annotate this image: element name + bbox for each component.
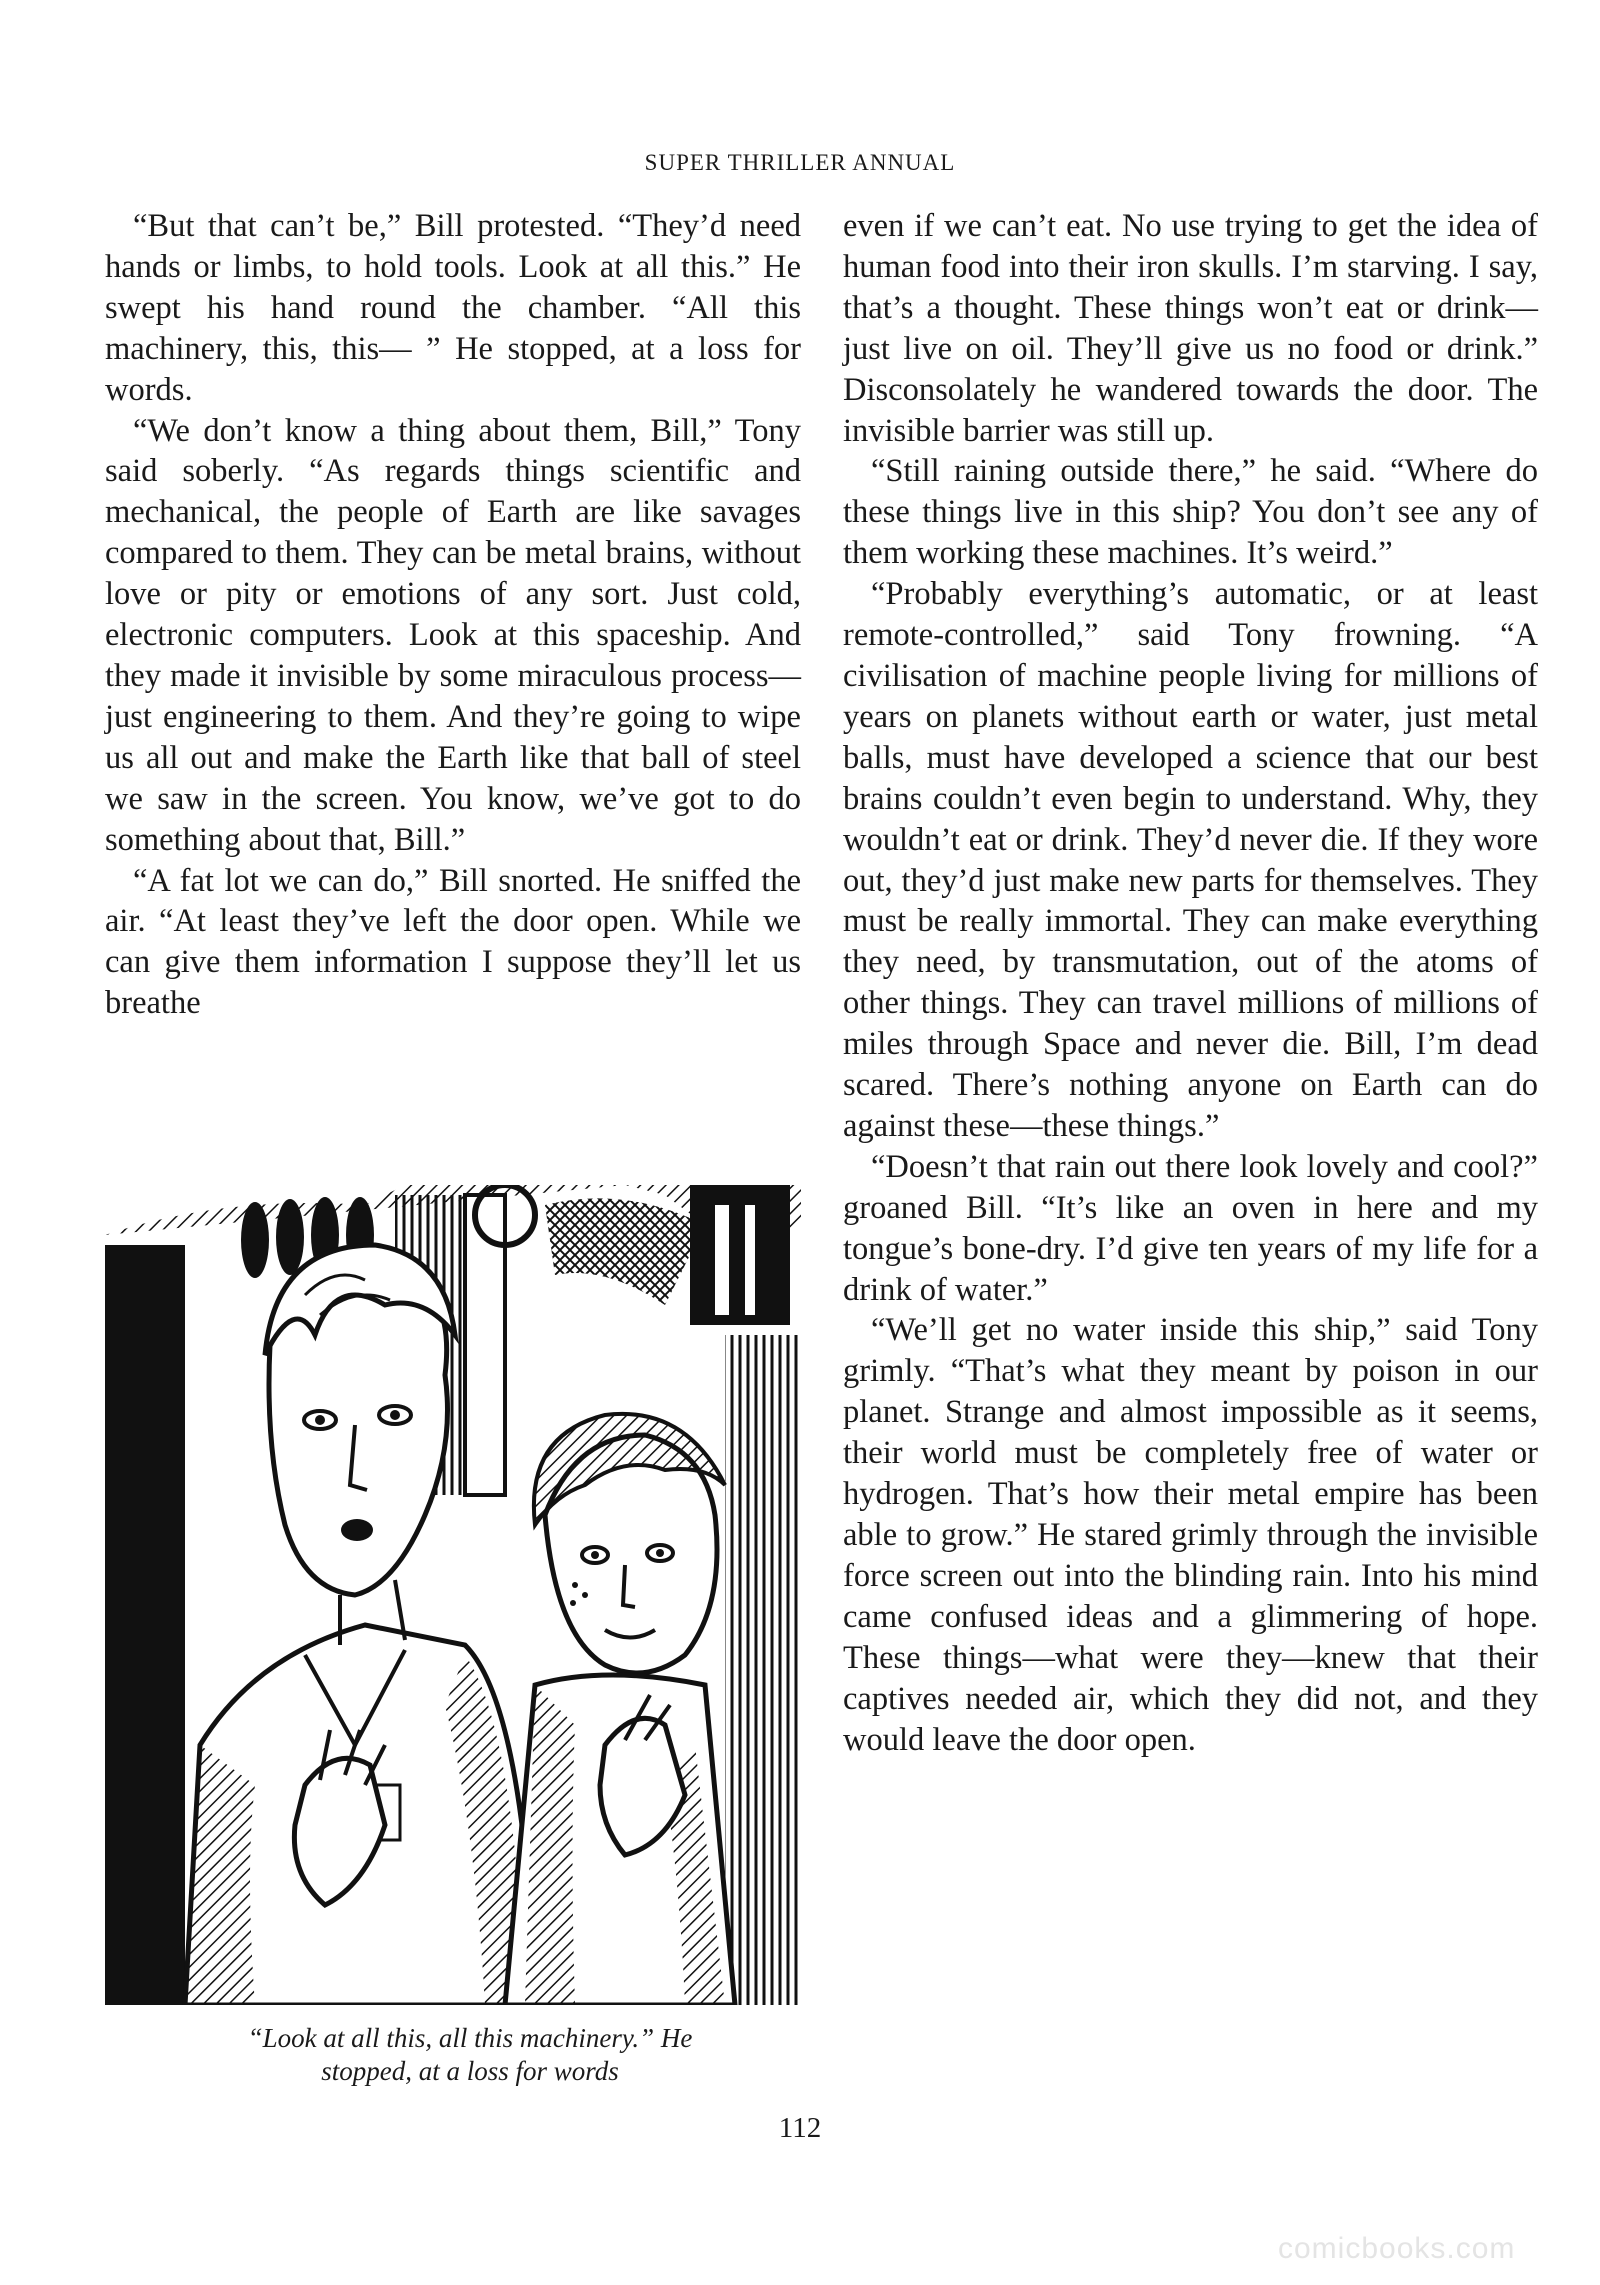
paragraph: “A fat lot we can do,” Bill snorted. He sniffed the air. “At least they’ve left the door open. While we can give them information I suppose they’ll let us breathe: [105, 862, 801, 1022]
page-number: 112: [778, 2112, 822, 2144]
caption-line: “Look at all this, all this machinery.” He: [247, 2023, 693, 2053]
paragraph: “But that can’t be,” Bill protested. “They’d need hands or limbs, to hold tools. Look at all this.” He swept his hand round the chamber. “All this machinery, this, this— ” He stopped, at a loss for words.: [105, 208, 801, 408]
watermark: comicbooks.com: [1278, 2232, 1516, 2265]
right-text-column: [843, 206, 1538, 1760]
running-header: SUPER THRILLER ANNUAL: [644, 150, 956, 175]
left-text-column: [105, 206, 801, 1024]
ink-drawing: [105, 1185, 801, 2005]
paragraph: “Doesn’t that rain out there look lovely and cool?” groaned Bill. “It’s like an oven in here and my tongue’s bone-dry. I’d give ten years of my life for a drink of water.”: [843, 1148, 1538, 1308]
paragraph: “Probably everything’s automatic, or at least remote-controlled,” said Tony frowning. “A civilisation of machine people living for millions of years on planets without earth or water, just metal balls, must have developed a science that our best brains couldn’t even begin to understand. Why, they wouldn’t eat or drink. They’d never die. If they wore out, they’d just make new parts for themselves. They must be really immortal. They can make everything they need, by transmutation, out of the atoms of other things. They can travel millions of millions of miles through Space and never die. Bill, I’m dead scared. There’s nothing anyone on Earth can do against these—these things.”: [843, 576, 1538, 1144]
paragraph: “We’ll get no water inside this ship,” said Tony grimly. “That’s what they meant by poison in our planet. Strange and almost impossible as it seems, their world must be completely free of water or hydrogen. That’s how their metal empire has been able to grow.” He stared grimly through the invisible force screen out into the blinding rain. Into his mind came confused ideas and a glimmering of hope. These things—what were they—knew that their captives needed air, which they did not, and they would leave the door open.: [843, 1312, 1538, 1758]
paragraph: even if we can’t eat. No use trying to get the idea of human food into their iron skulls. I’m starving. I say, that’s a thought. These things won’t eat or drink—just live on oil. They’ll give us no food or drink.” Disconsolately he wandered towards the door. The invisible barrier was still up.: [843, 208, 1538, 449]
caption-line: stopped, at a loss for words: [321, 2056, 619, 2086]
paragraph: “Still raining outside there,” he said. “Where do these things live in this ship? You don’t see any of them working these machines. It’s weird.”: [843, 453, 1538, 572]
paragraph: “We don’t know a thing about them, Bill,” Tony said soberly. “As regards things scientific and mechanical, the people of Earth are like savages compared to them. They can be metal brains, without love or pity or emotions of any sort. Just cold, electronic computers. Look at this spaceship. And they made it invisible by some miraculous process—just engineering to them. And they’re going to wipe us all out and make the Earth like that ball of steel we saw in the screen. You know, we’ve got to do something about that, Bill.”: [105, 412, 801, 858]
illustration-caption: [150, 2022, 790, 2088]
illustration-two-men: [105, 1185, 801, 2005]
